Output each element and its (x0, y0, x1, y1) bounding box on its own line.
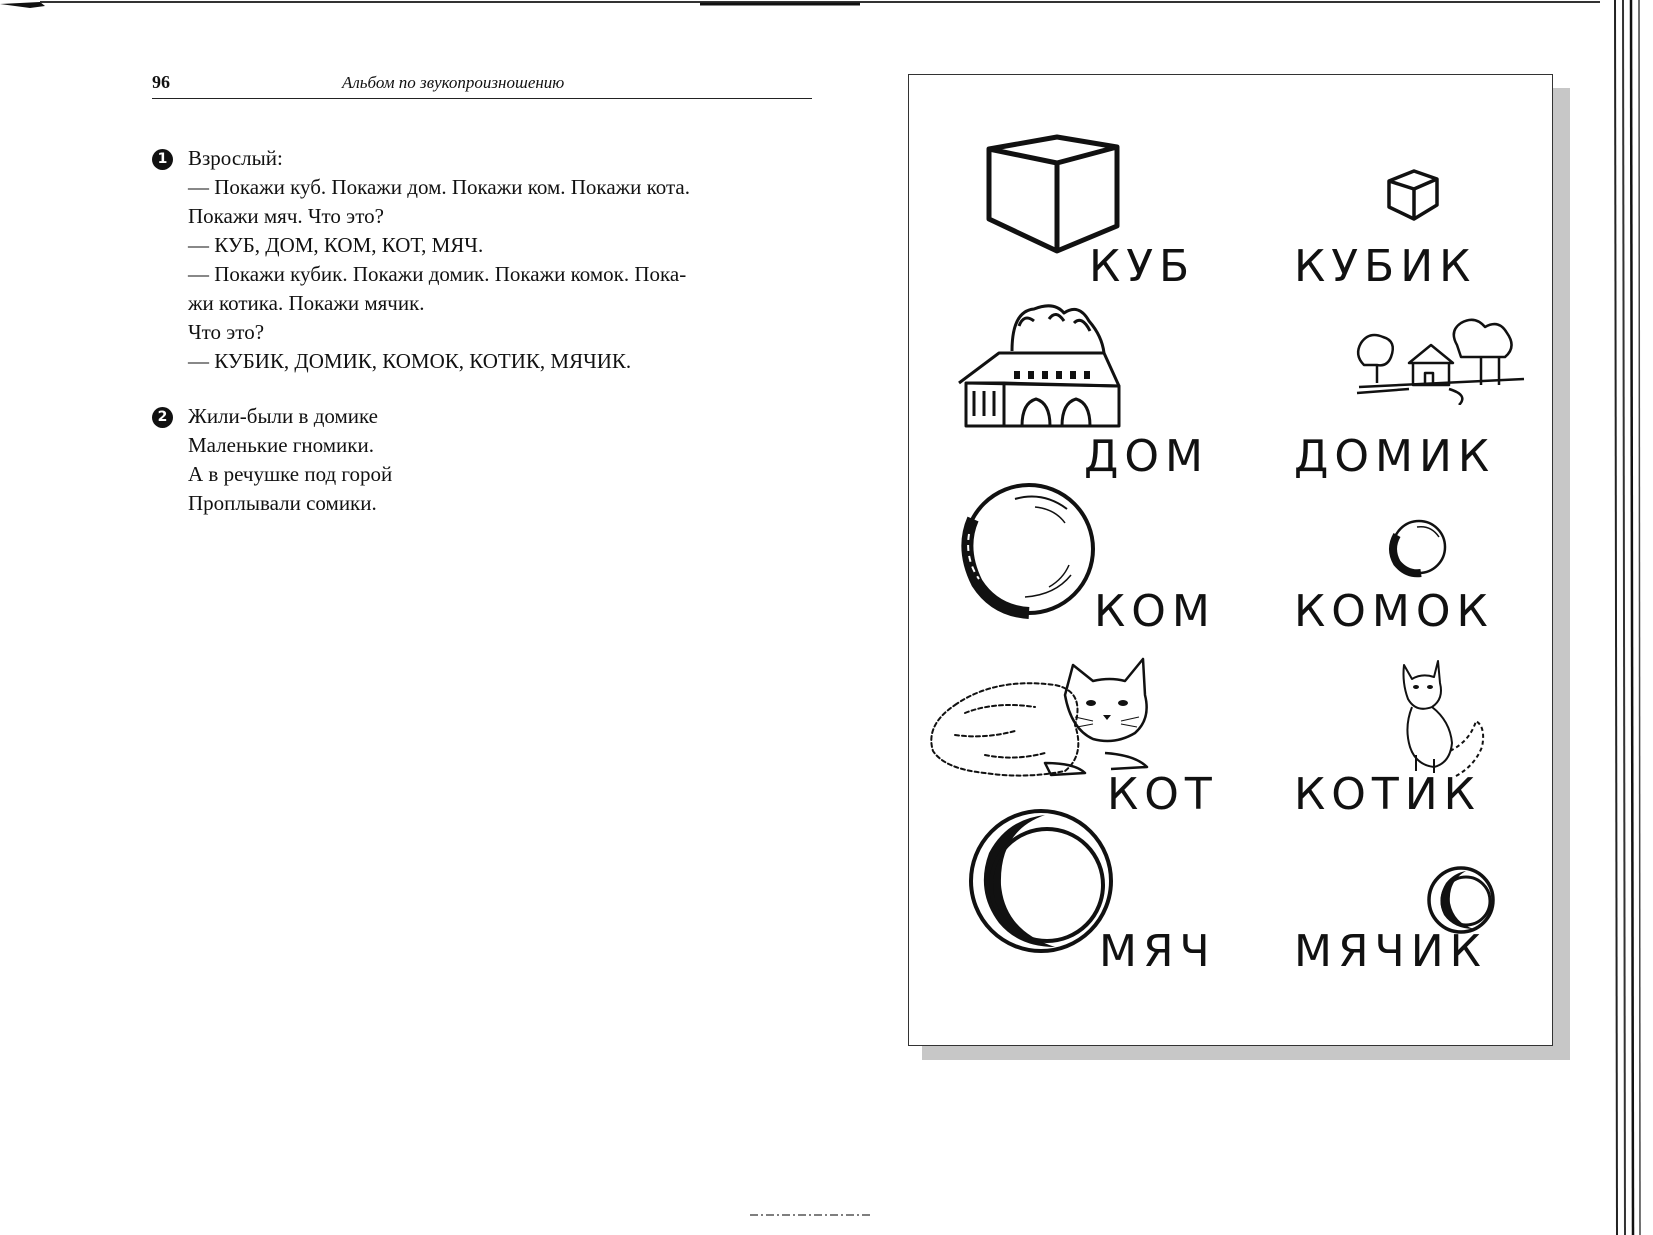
text-line: — Покажи кубик. Покажи домик. Покажи комок. Пока- (188, 262, 687, 286)
poem-line: Жили-были в домике (188, 404, 379, 428)
word-kotik: КОТИК (1294, 769, 1481, 820)
word-kub: КУБ (1089, 241, 1196, 292)
exercise-2 (152, 402, 832, 518)
word-domik: ДОМИК (1294, 431, 1496, 482)
snowball-icon (955, 479, 1105, 619)
text-line: Взрослый: (188, 146, 283, 170)
cat-icon (925, 655, 1155, 785)
exercise-2-poem (188, 402, 832, 518)
picture-panel (908, 74, 1553, 1046)
word-kubik: КУБИК (1294, 241, 1477, 292)
exercise-number-2: 2 (152, 407, 173, 428)
scan-edge-top (0, 0, 1653, 10)
text-line: жи котика. Покажи мячик. (188, 291, 425, 315)
text-line: Что это? (188, 320, 265, 344)
word-kot: КОТ (1107, 769, 1218, 820)
scan-edge-right (1603, 0, 1653, 1235)
poem-line: Маленькие гномики. (188, 433, 374, 457)
word-myach: МЯЧ (1099, 926, 1216, 977)
ball-icon (961, 805, 1121, 957)
small-snowball-icon (1387, 515, 1451, 579)
word-komok: КОМОК (1294, 586, 1494, 637)
page-number: 96 (152, 72, 170, 92)
small-house-icon (1349, 315, 1529, 405)
exercise-1-text (188, 144, 832, 376)
text-line: Покажи мяч. Что это? (188, 204, 384, 228)
poem-line: А в речушке под горой (188, 462, 393, 486)
kitten-icon (1394, 655, 1494, 785)
text-line: — Покажи куб. Покажи дом. Покажи ком. Покажи кота. (188, 175, 691, 199)
scan-mark-bottom (750, 1212, 870, 1218)
small-cube-icon (1384, 167, 1442, 225)
word-kom: КОМ (1094, 586, 1216, 637)
poem-line: Проплывали сомики. (188, 491, 377, 515)
exercise-1 (152, 144, 832, 376)
exercise-number-1: 1 (152, 149, 173, 170)
word-dom: ДОМ (1084, 431, 1209, 482)
word-myachik: МЯЧИК (1294, 926, 1487, 977)
house-icon (954, 291, 1129, 436)
text-line: — КУБ, ДОМ, КОМ, КОТ, МЯЧ. (188, 233, 484, 257)
text-line: — КУБИК, ДОМИК, КОМОК, КОТИК, МЯЧИК. (188, 349, 632, 373)
page-header (152, 72, 812, 99)
running-title: Альбом по звукопроизношению (342, 73, 565, 92)
